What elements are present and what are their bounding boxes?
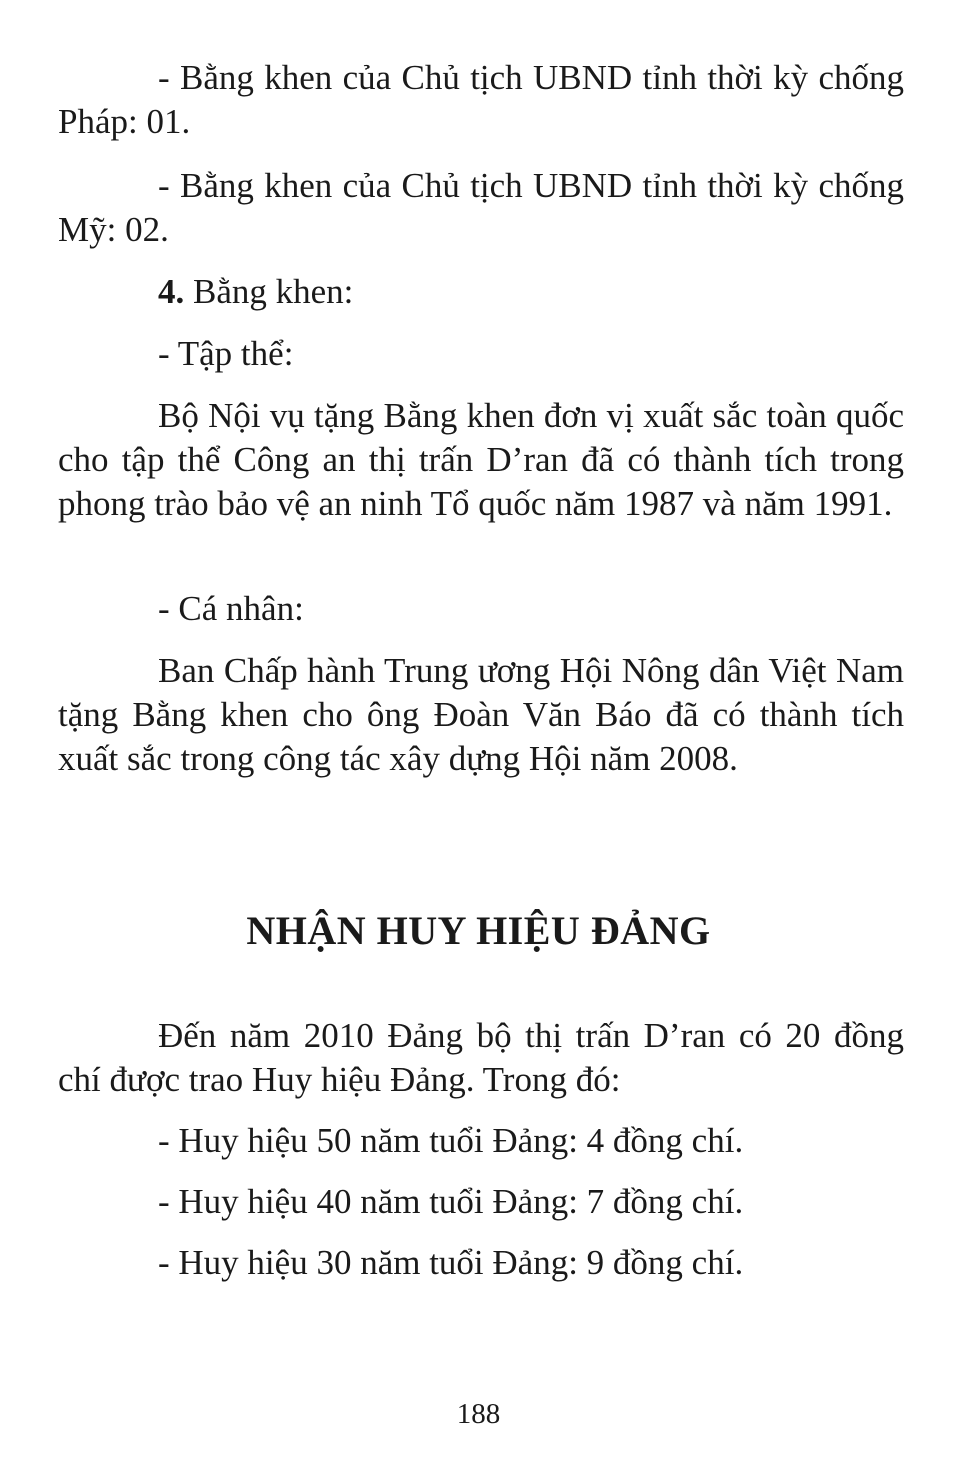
collective-award-text: Bộ Nội vụ tặng Bằng khen đơn vị xuất sắc toàn quốc cho tập thể Công an thị trấn D’ran đã có thành tích trong phong trào bảo vệ an ninh Tổ quốc năm 1987 và năm 1991. bbox=[58, 396, 904, 523]
individual-award-text: Ban Chấp hành Trung ương Hội Nông dân Việt Nam tặng Bằng khen cho ông Đoàn Văn Báo đã có thành tích xuất sắc trong công tác xây dựng Hội năm 2008. bbox=[58, 651, 904, 778]
section-heading: NHẬN HUY HIỆU ĐẢNG bbox=[246, 908, 711, 953]
badge-item-30-years: - Huy hiệu 30 năm tuổi Đảng: 9 đồng chí. bbox=[158, 1243, 744, 1282]
section-4-title bbox=[158, 270, 353, 314]
badge-intro-text: Đến năm 2010 Đảng bộ thị trấn D’ran có 20 đồng chí được trao Huy hiệu Đảng. Trong đó: bbox=[58, 1016, 904, 1099]
section-4-number: 4. bbox=[158, 272, 185, 311]
section-4-label: Bằng khen: bbox=[184, 272, 354, 311]
badge-item-50-years: - Huy hiệu 50 năm tuổi Đảng: 4 đồng chí. bbox=[158, 1121, 744, 1160]
award-chairman-american-war: - Bằng khen của Chủ tịch UBND tỉnh thời kỳ chống Mỹ: 02. bbox=[58, 166, 904, 249]
collective-label: - Tập thể: bbox=[158, 334, 294, 373]
page-number: 188 bbox=[456, 1398, 501, 1430]
badge-item-40-years: - Huy hiệu 40 năm tuổi Đảng: 7 đồng chí. bbox=[158, 1182, 744, 1221]
award-chairman-french-war: - Bằng khen của Chủ tịch UBND tỉnh thời kỳ chống Pháp: 01. bbox=[58, 58, 904, 141]
individual-label: - Cá nhân: bbox=[158, 589, 304, 628]
